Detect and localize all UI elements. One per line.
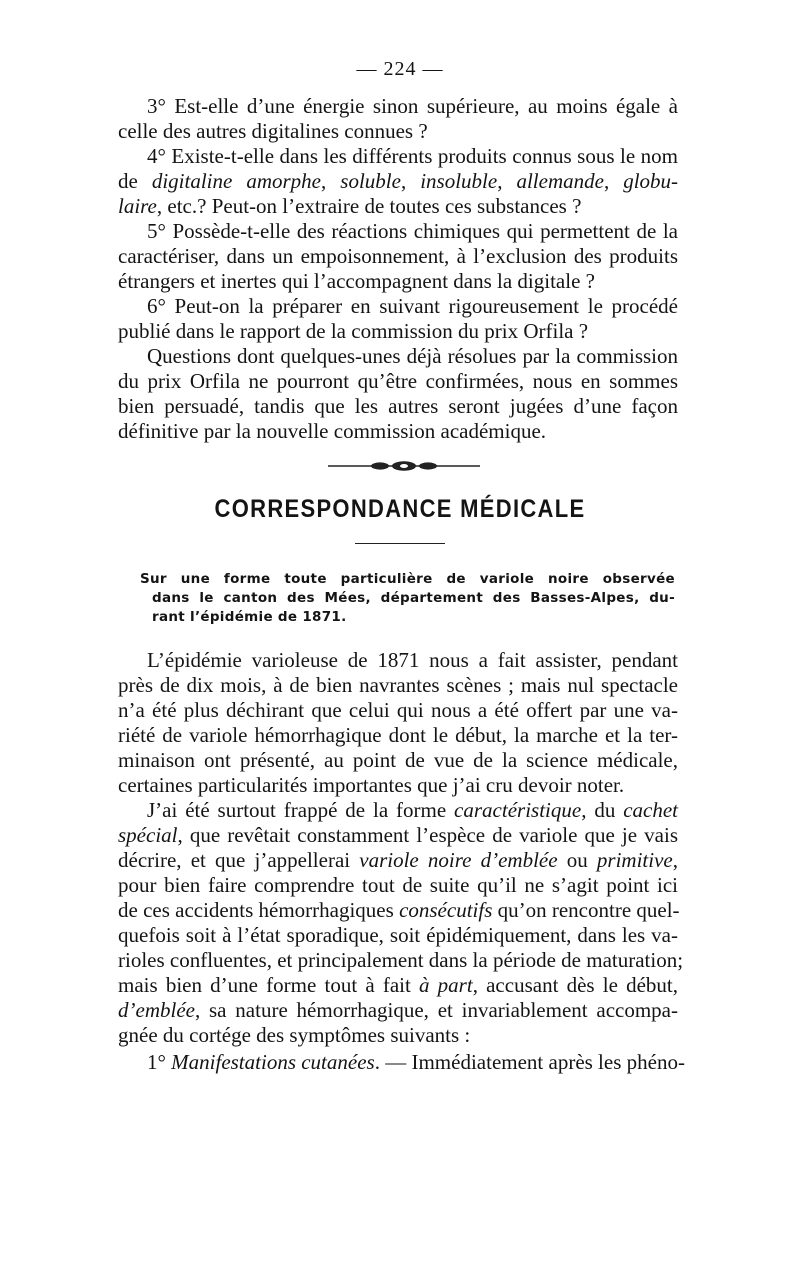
question-3-line-1: 3° Est-elle d’une énergie sinon supérieure, au moins égale à [147,94,678,118]
italic-term: insoluble [420,169,498,193]
body-p2-line-1 [118,798,678,823]
text-run: , [400,169,421,193]
body-p2-line-2 [118,823,678,848]
question-6-line-2: publié dans le rapport de la commission du prix Orfila ? [118,319,589,343]
text-run: 1° [147,1050,172,1074]
body-p2-line-6: quefois soit à l’état sporadique, soit épidémiquement, dans les va- [118,923,678,947]
text-run: , [321,169,341,193]
text-run: . — Immédiatement après les phéno- [374,1050,685,1074]
body-p1-line-3: n’a été plus déchirant que celui qui nous a été offert par une va- [118,698,678,722]
article-subtitle-line-2: dans le canton des Mées, département des Basses-Alpes, du- [152,590,675,606]
text-run: , accusant dès le début, [472,973,678,997]
question-5-line-1: 5° Possède-t-elle des réactions chimiques qui permettent de la [147,219,678,243]
italic-term: variole noire d’emblée [359,848,558,872]
body-p2-line-8 [118,973,678,998]
body-p2-line-3 [118,848,678,873]
italic-term: caractéristique [454,798,582,822]
body-p1-line-2: près de dix mois, à de bien navrantes scènes ; mais nul spectacle [118,673,678,697]
italic-term: globu- [623,169,679,193]
text-run: de ces accidents hémorrhagiques [118,898,400,922]
italic-term: consécutifs [399,898,493,922]
page-number-value: 224 [383,58,417,80]
text-run: , etc.? Peut-on l’extraire de toutes ces substances ? [156,194,582,218]
italic-term: allemande [516,169,604,193]
article-subtitle-line-3: rant l’épidémie de 1871. [152,609,347,625]
text-run: décrire, et que j’appellerai [118,848,360,872]
question-4-line-1: 4° Existe-t-elle dans les différents produits connus sous le nom [147,144,678,168]
body-p2-line-5 [118,898,678,923]
italic-term: soluble [340,169,401,193]
italic-term: Manifestations cutanées [171,1050,375,1074]
article-subtitle-line-1: Sur une forme toute particulière de variole noire observée [140,571,675,587]
text-run: mais bien d’une forme tout à fait [118,973,419,997]
conclusion-line-3: bien persuadé, tandis que les autres seront jugées d’une façon [118,394,678,418]
text-run: , [603,169,624,193]
section-title: CORRESPONDANCE MÉDICALE [214,494,586,523]
body-p1-line-5: minaison ont présenté, au point de vue de la science médicale, [118,748,678,772]
folio-dash-right: — [422,58,444,80]
italic-term: digitaline amorphe [151,169,321,193]
conclusion-line-4: définitive par la nouvelle commission académique. [118,419,547,443]
italic-term: d’emblée [118,998,195,1022]
text-run: de [118,169,152,193]
page-number [0,58,800,81]
text-run: qu’on rencontre quel- [492,898,680,922]
question-6-line-1: 6° Peut-on la préparer en suivant rigoureusement le procédé [147,294,678,318]
question-4-line-3 [118,194,678,219]
question-5-line-2: caractériser, dans un empoisonnement, à l’exclusion des produits [118,244,678,268]
italic-term: spécial [118,823,178,847]
text-run: , sa nature hémorrhagique, et invariablement accompa- [194,998,678,1022]
body-p2-line-4: pour bien faire comprendre tout de suite qu’il ne s’agit point ici [118,873,678,897]
text-run: , que revêtait constamment l’espèce de variole que je vais [177,823,678,847]
conclusion-line-2: du prix Orfila ne pourront qu’être confirmées, nous en sommes [118,369,678,393]
text-run: , [497,169,517,193]
text-run: ou [557,848,597,872]
title-rule [355,543,445,544]
ornament-divider [328,460,480,472]
body-p3-line-1 [118,1050,685,1075]
conclusion-line-1: Questions dont quelques-unes déjà résolues par la commission [147,344,678,368]
italic-term: à part [419,973,473,997]
question-5-line-3: étrangers et inertes qui l’accompagnent dans la digitale ? [118,269,595,293]
text-run: J’ai été surtout frappé de la forme [147,798,455,822]
text-run: , [672,848,678,872]
question-3-line-2: celle des autres digitalines connues ? [118,119,428,143]
italic-term: cachet [623,798,678,822]
body-p1-line-6: certaines particularités importantes que j’ai cru devoir noter. [118,773,625,797]
body-p2-line-10: gnée du cortége des symptômes suivants : [118,1023,471,1047]
body-p2-line-9 [118,998,678,1023]
question-4-line-2 [118,169,678,194]
text-run: , du [581,798,624,822]
body-p1-line-4: riété de variole hémorrhagique dont le début, la marche et la ter- [118,723,678,747]
body-p2-line-7: rioles confluentes, et principalement dans la période de maturation; [118,948,684,972]
italic-term: primitive [596,848,673,872]
italic-term: laire [118,194,157,218]
body-p1-line-1: L’épidémie varioleuse de 1871 nous a fait assister, pendant [147,648,678,672]
folio-dash-left: — [356,58,378,80]
